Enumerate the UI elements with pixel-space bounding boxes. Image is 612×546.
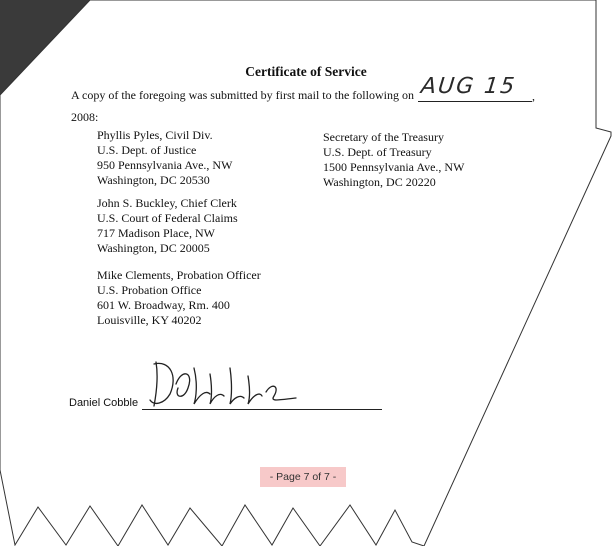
address-line: 717 Madison Place, NW [97, 226, 215, 240]
address-line: Secretary of the Treasury [323, 130, 444, 144]
recipient-address-2 [97, 196, 238, 256]
address-line: Mike Clements, Probation Officer [97, 268, 261, 282]
address-line: Phyllis Pyles, Civil Div. [97, 128, 213, 142]
handwritten-date: AUG 15 [419, 74, 518, 99]
address-line: U.S. Dept. of Justice [97, 143, 197, 157]
address-line: 950 Pennsylvania Ave., NW [97, 158, 233, 172]
address-line: Washington, DC 20005 [97, 241, 210, 255]
certificate-title [0, 64, 612, 80]
year-text: 2008: [71, 110, 99, 124]
date-comma: , [532, 89, 535, 103]
address-line: 601 W. Broadway, Rm. 400 [97, 298, 230, 312]
address-line: Louisville, KY 40202 [97, 313, 202, 327]
address-line: Washington, DC 20530 [97, 173, 210, 187]
recipient-address-1 [97, 128, 232, 188]
address-line: U.S. Dept. of Treasury [323, 145, 432, 159]
recipient-address-3 [97, 268, 261, 328]
signer-name: Daniel Cobble [69, 397, 139, 409]
signature-image [148, 354, 308, 412]
address-line: 1500 Pennsylvania Ave., NW [323, 160, 465, 174]
signature-line [142, 409, 382, 410]
intro-sentence: A copy of the foregoing was submitted by first mail to the following on [71, 88, 414, 102]
page-number-badge: - Page 7 of 7 - [260, 467, 346, 487]
address-line: Washington, DC 20220 [323, 175, 436, 189]
date-underline [418, 101, 532, 102]
address-line: U.S. Court of Federal Claims [97, 211, 238, 225]
recipient-address-4 [323, 130, 464, 190]
address-line: John S. Buckley, Chief Clerk [97, 196, 237, 210]
title-text: Certificate of Service [245, 64, 367, 79]
address-line: U.S. Probation Office [97, 283, 202, 297]
